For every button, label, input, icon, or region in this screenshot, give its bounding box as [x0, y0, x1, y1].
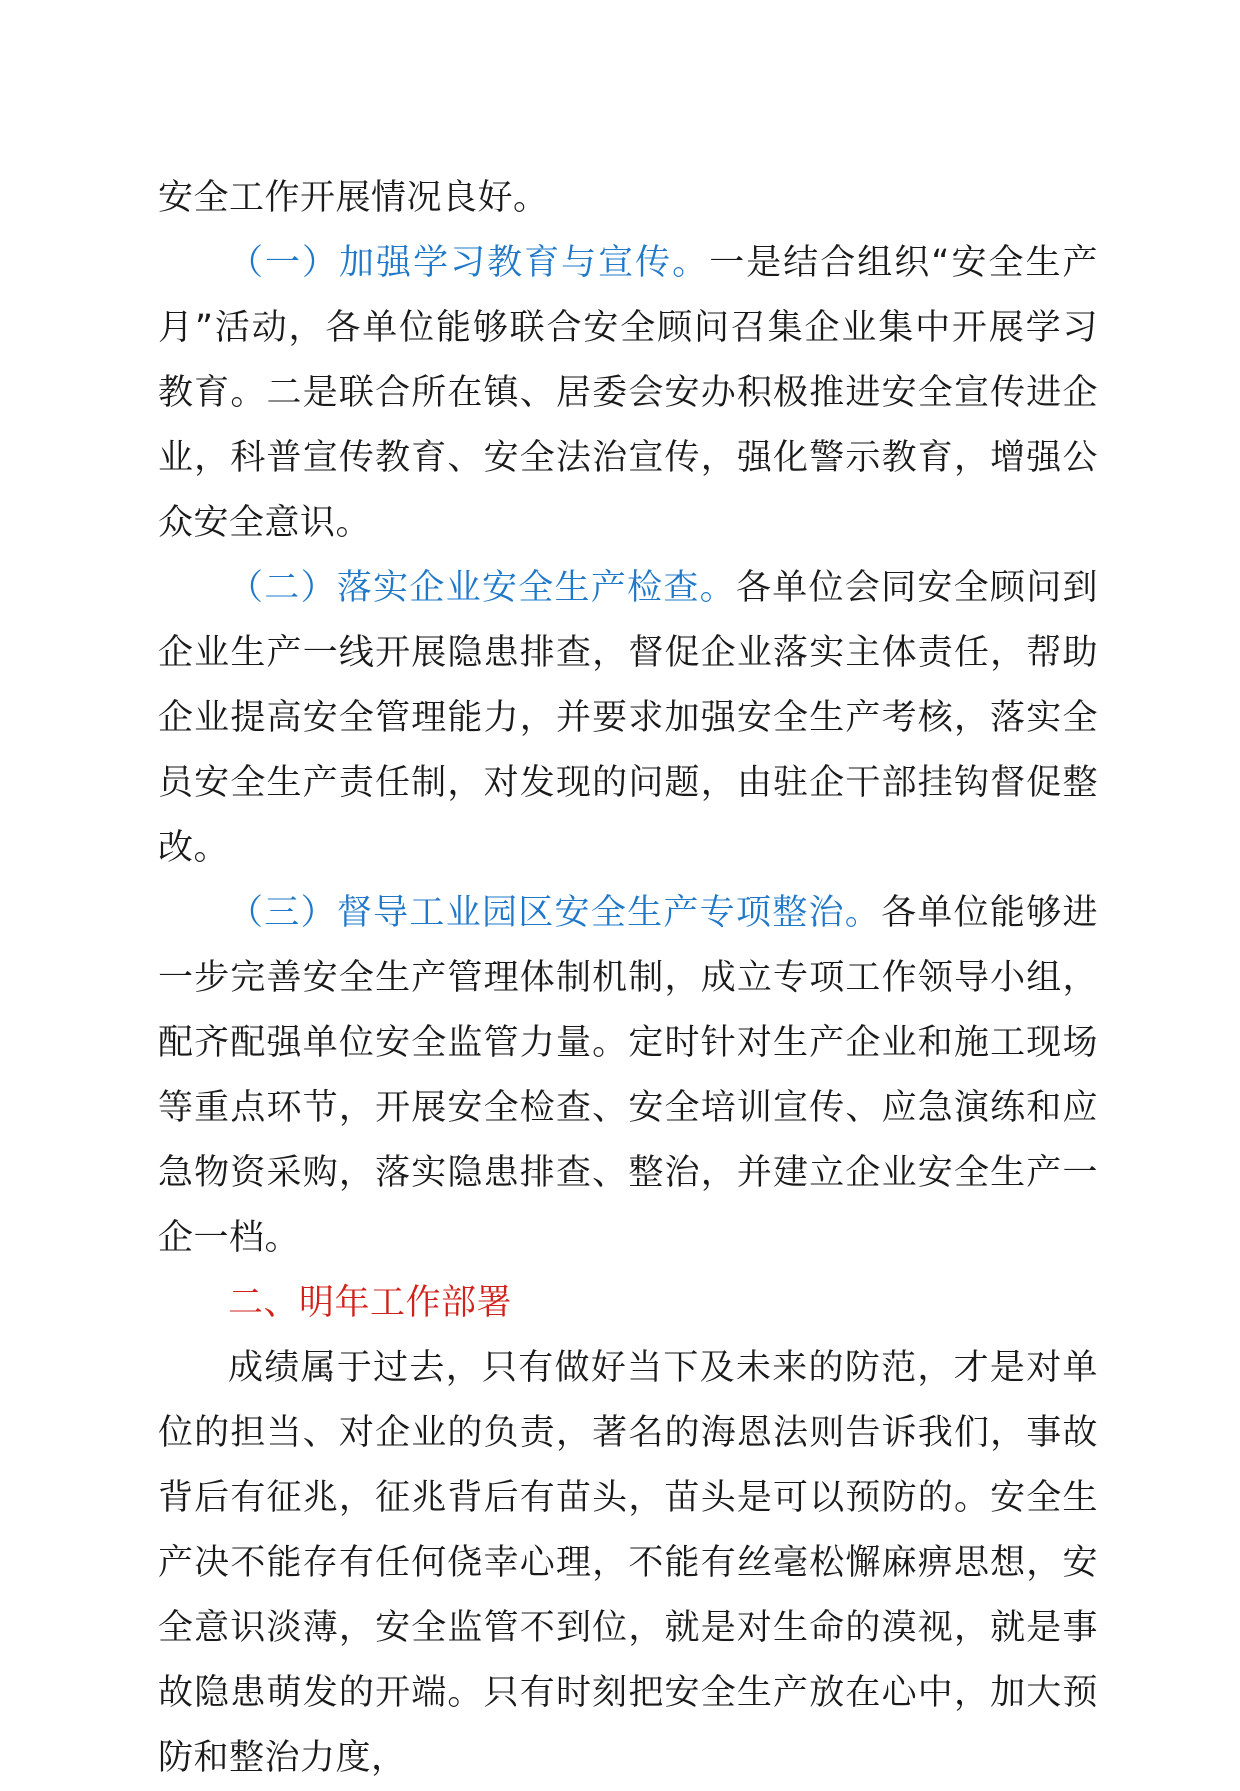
- section-3-paragraph: [158, 881, 1098, 1271]
- part-2-body-paragraph: [158, 1336, 1098, 1791]
- document-body: [158, 166, 1098, 1791]
- section-2-paragraph: [158, 556, 1098, 881]
- part-2-heading-paragraph: [158, 1271, 1098, 1336]
- section-3-body: 各单位能够进一步完善安全生产管理体制机制，成立专项工作领导小组，配齐配强单位安全监管力量。定时针对生产企业和施工现场等重点环节，开展安全检查、安全培训宣传、应急演练和应急物资采购，落实隐患排查、整治，并建立企业安全生产一企一档。: [158, 893, 1098, 1258]
- section-3-heading: （三）督导工业园区安全生产专项整治。: [228, 893, 882, 933]
- intro-text: 安全工作开展情况良好。: [158, 178, 549, 218]
- section-2-body: 各单位会同安全顾问到企业生产一线开展隐患排查，督促企业落实主体责任，帮助企业提高安全管理能力，并要求加强安全生产考核，落实全员安全生产责任制，对发现的问题，由驻企干部挂钩督促整改。: [158, 568, 1098, 868]
- section-1-heading: （一）加强学习教育与宣传。: [228, 243, 710, 283]
- intro-paragraph: [158, 166, 1098, 231]
- part-2-heading: 二、明年工作部署: [228, 1283, 513, 1323]
- section-1-paragraph: [158, 231, 1098, 556]
- section-2-heading: （二）落实企业安全生产检查。: [228, 568, 736, 608]
- part-2-body: 成绩属于过去，只有做好当下及未来的防范，才是对单位的担当、对企业的负责，著名的海恩法则告诉我们，事故背后有征兆，征兆背后有苗头，苗头是可以预防的。安全生产决不能存有任何侥幸心理，不能有丝毫松懈麻痹思想，安全意识淡薄，安全监管不到位，就是对生命的漠视，就是事故隐患萌发的开端。只有时刻把安全生产放在心中，加大预防和整治力度，: [158, 1348, 1098, 1778]
- section-1-body: 一是结合组织“安全生产月”活动，各单位能够联合安全顾问召集企业集中开展学习教育。二是联合所在镇、居委会安办积极推进安全宣传进企业，科普宣传教育、安全法治宣传，强化警示教育，增强公众安全意识。: [158, 243, 1098, 543]
